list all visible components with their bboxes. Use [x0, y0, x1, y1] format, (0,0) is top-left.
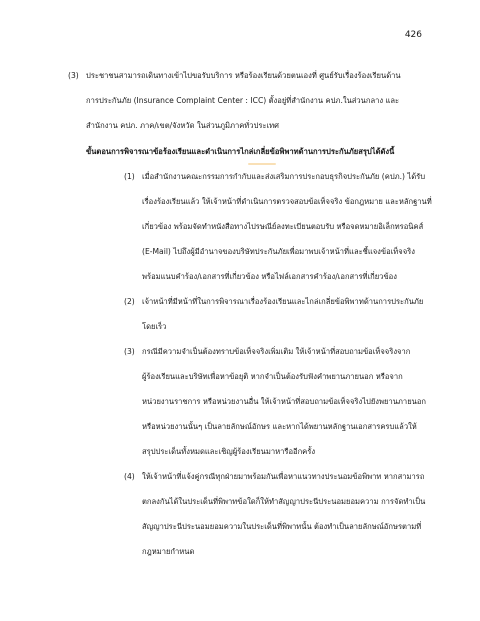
item-line: เรื่องร้องเรียนแล้ว ให้เจ้าหน้าที่ดำเนินการตรวจสอบข้อเท็จจริง ข้อกฎหมาย และหลักฐานที่	[142, 197, 432, 206]
item-line: ตกลงกันได้ในประเด็นที่พิพาทข้อใดก็ให้ทำสัญญาประนีประนอมยอมความ การจัดทำเป็น	[142, 497, 426, 506]
item-line: เจ้าหน้าที่มีหน้าที่ในการพิจารณาเรื่องร้องเรียนและไกล่เกลี่ยข้อพิพาทด้านการประกันภัย	[142, 297, 424, 306]
item-number: (2)	[124, 297, 135, 306]
item-line: หรือหน่วยงานนั้นๆ เป็นลายลักษณ์อักษร และหากได้พยานหลักฐานเอกสารครบแล้วให้	[142, 422, 417, 431]
item-number: (1)	[124, 172, 135, 181]
item-line: สัญญาประนีประนอมยอมความในประเด็นที่พิพาทนั้น ต้องทำเป็นลายลักษณ์อักษรตามที่	[142, 522, 422, 531]
procedure-heading: ขั้นตอนการพิจารณาข้อร้องเรียนและดำเนินการไกล่เกลี่ยข้อพิพาทด้านการประกันภัยสรุปได้ดังนี้	[86, 147, 395, 156]
item-line: หน่วยงานราชการ หรือหน่วยงานอื่น ให้เจ้าหน้าที่สอบถามข้อเท็จจริงไปยังพยานภายนอก	[142, 397, 426, 406]
section-line: ประชาชนสามารถเดินทางเข้าไปขอรับบริการ หรือร้องเรียนด้วยตนเองที่ ศูนย์รับเรื่องร้องเรียนด้าน	[86, 71, 401, 80]
item-number: (3)	[124, 347, 135, 356]
item-line: โดยเร็ว	[142, 322, 167, 331]
item-line: พร้อมแนบคำร้อง/เอกสารที่เกี่ยวข้อง หรือไฟล์เอกสารคำร้อง/เอกสารที่เกี่ยวข้อง	[142, 272, 397, 281]
item-line: ให้เจ้าหน้าที่แจ้งคู่กรณีทุกฝ่ายมาพร้อมกันเพื่อหาแนวทางประนอมข้อพิพาท หากสามารถ	[142, 472, 425, 481]
item-line: เมื่อสำนักงานคณะกรรมการกำกับและส่งเสริมการประกอบธุรกิจประกันภัย (คปภ.) ได้รับ	[142, 172, 426, 181]
item-number: (4)	[124, 472, 135, 481]
item-line: กฎหมายกำหนด	[142, 547, 195, 556]
item-line: สรุปประเด็นทั้งหมดและเชิญผู้ร้องเรียนมาหารืออีกครั้ง	[142, 447, 316, 456]
item-line: ผู้ร้องเรียนและบริษัทเพื่อหาข้อยุติ หากจำเป็นต้องรับฟังคำพยานภายนอก หรือจาก	[142, 372, 403, 381]
item-line: (E-Mail) ไปถึงผู้มีอำนาจของบริษัทประกันภัยเพื่อมาพบเจ้าหน้าที่และชี้แจงข้อเท็จจริง	[142, 247, 415, 256]
section-number: (3)	[68, 71, 79, 80]
item-line: เกี่ยวข้อง พร้อมจัดทำหนังสือทางไปรษณีย์ลงทะเบียนตอบรับ หรือจดหมายอิเล็กทรอนิคส์	[142, 222, 424, 231]
section-line: การประกันภัย (Insurance Complaint Center : ICC) ตั้งอยู่ที่สำนักงาน คปภ.ในส่วนกลาง และ	[86, 96, 400, 105]
section-line: สำนักงาน คปภ. ภาค/เขต/จังหวัด ในส่วนภูมิภาคทั่วประเทศ	[86, 121, 279, 130]
scan-smudge	[248, 163, 276, 165]
item-line: กรณีมีความจำเป็นต้องทราบข้อเท็จจริงเพิ่มเติม ให้เจ้าหน้าที่สอบถามข้อเท็จจริงจาก	[142, 347, 411, 356]
page-number: 426	[404, 30, 422, 40]
